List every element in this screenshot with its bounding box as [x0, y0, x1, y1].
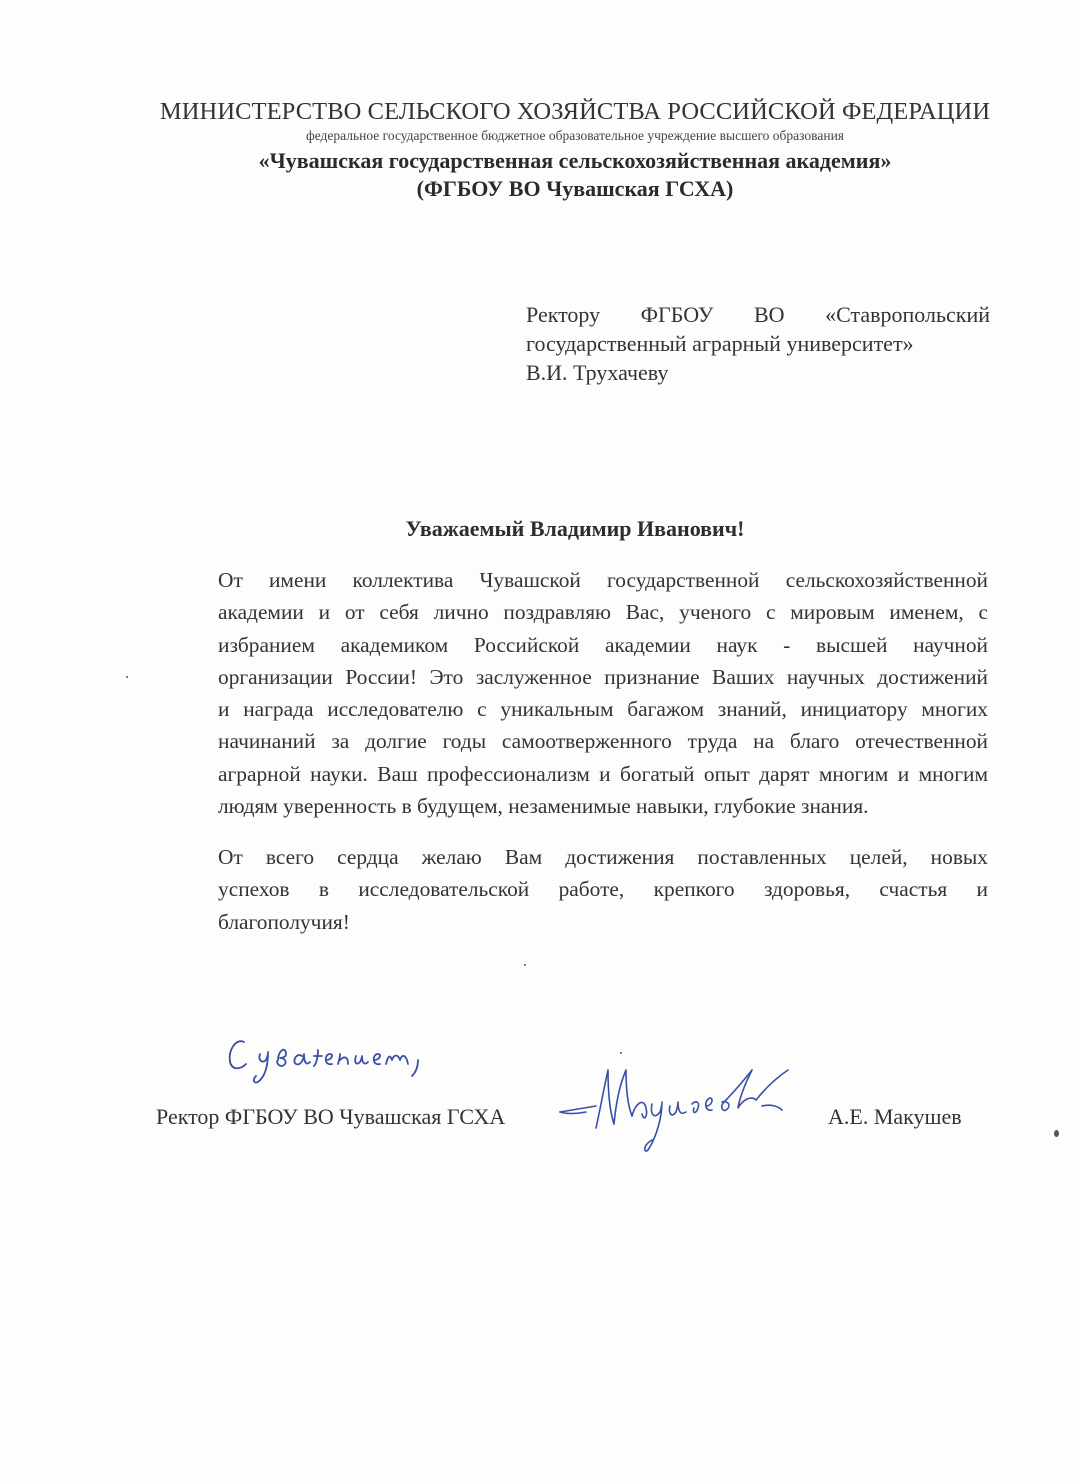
ministry-heading: МИНИСТЕРСТВО СЕЛЬСКОГО ХОЗЯЙСТВА РОССИЙСКОЙ ФЕДЕРАЦИИ: [159, 98, 991, 125]
body-line: и награда исследователю с уникальным багажом знаний, инициатору многих: [218, 697, 988, 722]
salutation: Уважаемый Владимир Иванович!: [405, 516, 745, 541]
body-line: благополучия!: [218, 909, 350, 934]
body-line: От имени коллектива Чувашской государственной сельскохозяйственной: [218, 568, 988, 592]
institution-name: «Чувашская государственная сельскохозяйственная академия»: [258, 148, 892, 173]
scan-speck: [126, 676, 128, 678]
addressee-word: «Ставропольский: [825, 302, 990, 327]
signature-mark: [556, 1040, 846, 1160]
body-paragraph-2: [156, 841, 988, 938]
body-line: академии и от себя лично поздравляю Вас, ученого с мировым именем, с: [218, 600, 988, 625]
addressee-block: [526, 300, 990, 387]
addressee-word: ФГБОУ: [640, 302, 714, 327]
body-line: успехов в исследовательской работе, крепкого здоровья, счастья и: [218, 877, 988, 902]
institution-short-name: (ФГБОУ ВО Чувашская ГСХА): [416, 176, 734, 201]
addressee-line-1: [526, 300, 990, 329]
body-line: организации России! Это заслуженное признание Ваших научных достижений: [218, 664, 988, 689]
body-paragraph-1: [156, 564, 988, 822]
institution-type: федеральное государственное бюджетное образовательное учреждение высшего образования: [305, 128, 845, 143]
addressee-line-2: государственный аграрный университет»: [526, 331, 914, 356]
body-line: От всего сердца желаю Вам достижения поставленных целей, новых: [218, 845, 988, 869]
addressee-line-3: В.И. Трухачеву: [526, 360, 669, 385]
scan-speck: [524, 964, 526, 966]
body-line: аграрной науки. Ваш профессионализм и богатый опыт дарят многим и многим: [218, 761, 988, 786]
signer-name: А.Е. Макушев: [828, 1104, 962, 1129]
addressee-word: ВО: [754, 302, 785, 327]
scan-speck: [1054, 1130, 1059, 1137]
scan-speck: [620, 1052, 622, 1054]
handwritten-regards: [222, 1020, 472, 1090]
body-line: начинаний за долгие годы самоотверженного труда на благо отечественной: [218, 729, 988, 754]
addressee-word: Ректору: [526, 302, 601, 327]
signer-role: Ректор ФГБОУ ВО Чувашская ГСХА: [156, 1104, 506, 1129]
body-line: людям уверенность в будущем, незаменимые навыки, глубокие знания.: [218, 794, 869, 819]
body-line: избранием академиком Российской академии наук - высшей научной: [218, 632, 988, 657]
